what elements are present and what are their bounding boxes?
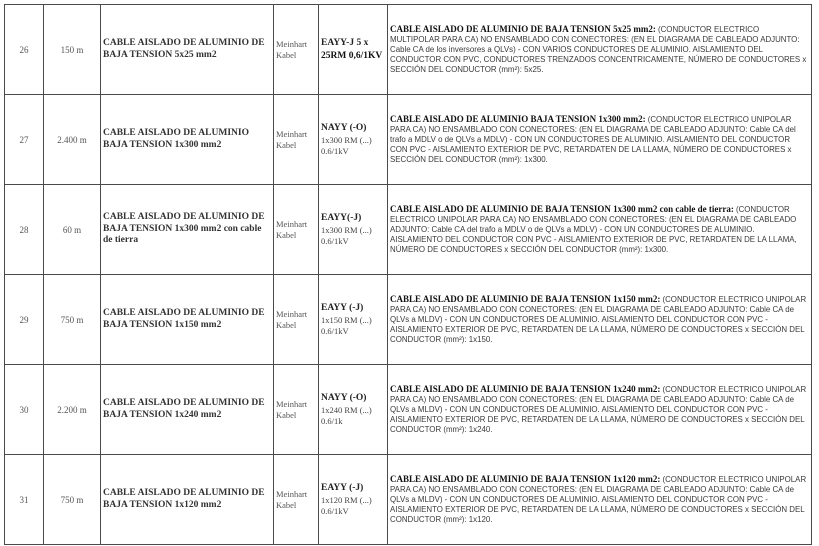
cable-spec-table: [4, 4, 812, 545]
cable-type-cell: [319, 185, 388, 275]
table-row: [5, 95, 812, 185]
cable-type-code: EAYY (-J): [321, 483, 364, 494]
item-number-cell: 27: [5, 95, 44, 185]
length-cell: 2.200 m: [44, 365, 101, 455]
manufacturer-cell: Meinhart Kabel: [274, 365, 319, 455]
table-row: [5, 455, 812, 545]
cable-type-code: NAYY (-O): [321, 123, 367, 134]
description-heading: CABLE AISLADO DE ALUMINIO BAJA TENSION 1x300 mm2:: [390, 114, 646, 125]
description-cell: [388, 95, 812, 185]
cable-name-cell: CABLE AISLADO DE ALUMINIO DE BAJA TENSION 1x240 mm2: [101, 365, 274, 455]
cable-type-cell: [319, 455, 388, 545]
cable-type-code: EAYY(-J): [321, 213, 362, 224]
cable-name-cell: CABLE AISLADO DE ALUMINIO DE BAJA TENSION 1x120 mm2: [101, 455, 274, 545]
table-row: [5, 185, 812, 275]
cable-type-code: EAYY (-J): [321, 303, 364, 314]
cable-type-spec: 1x300 RM (...) 0.6/1kV: [321, 135, 372, 156]
length-cell: 750 m: [44, 275, 101, 365]
cable-name-cell: CABLE AISLADO DE ALUMINIO DE BAJA TENSION 1x150 mm2: [101, 275, 274, 365]
cable-name-cell: CABLE AISLADO DE ALUMINIO BAJA TENSION 1x300 mm2: [101, 95, 274, 185]
item-number-cell: 30: [5, 365, 44, 455]
table-row: [5, 275, 812, 365]
table-row: [5, 5, 812, 95]
description-text: (CONDUCTOR ELECTRICO UNIPOLAR PARA CA) NO ENSAMBLADO CON CONECTORES: (EN EL DIAGRAMA DE CABLEADO ADJUNTO: Cable CA de QLVs a MLDV) - CON UN CONDUCTORES DE ALUMINIO. AISLAMIENTO DEL CONDUCTOR CON PVC - AISLAMIENTO EXTERIOR DE PVC, RETARDATEN DE LA LLAMA, NÚMERO DE CONDUCTORES x SECCIÓN DEL CONDUCTOR (mm²): 1x120.: [390, 475, 807, 524]
length-cell: 750 m: [44, 455, 101, 545]
manufacturer-cell: Meinhart Kabel: [274, 185, 319, 275]
cable-type-cell: [319, 365, 388, 455]
cable-type-code: EAYY-J 5 x: [321, 37, 369, 48]
cable-type-cell: [319, 275, 388, 365]
cable-type-cell: [319, 5, 388, 95]
item-number-cell: 28: [5, 185, 44, 275]
cable-type-spec: 1x300 RM (...) 0.6/1kV: [321, 225, 372, 246]
description-heading: CABLE AISLADO DE ALUMINIO DE BAJA TENSION 1x120 mm2:: [390, 474, 661, 485]
table-row: [5, 365, 812, 455]
manufacturer-cell: Meinhart Kabel: [274, 95, 319, 185]
cable-type-code: NAYY (-O): [321, 393, 367, 404]
description-cell: [388, 455, 812, 545]
description-heading: CABLE AISLADO DE ALUMINIO DE BAJA TENSION 1x300 mm2 con cable de tierra:: [390, 204, 734, 215]
cable-type-spec: 25RM 0,6/1KV: [321, 50, 383, 61]
item-number-cell: 31: [5, 455, 44, 545]
description-heading: CABLE AISLADO DE ALUMINIO DE BAJA TENSION 5x25 mm2:: [390, 24, 656, 35]
item-number-cell: 26: [5, 5, 44, 95]
description-heading: CABLE AISLADO DE ALUMINIO DE BAJA TENSION 1x150 mm2:: [390, 294, 661, 305]
cable-type-spec: 1x240 RM (...) 0.6/1k: [321, 405, 372, 426]
manufacturer-cell: Meinhart Kabel: [274, 275, 319, 365]
description-cell: [388, 365, 812, 455]
length-cell: 2.400 m: [44, 95, 101, 185]
cable-name-cell: CABLE AISLADO DE ALUMINIO DE BAJA TENSION 5x25 mm2: [101, 5, 274, 95]
item-number-cell: 29: [5, 275, 44, 365]
description-heading: CABLE AISLADO DE ALUMINIO DE BAJA TENSION 1x240 mm2:: [390, 384, 661, 395]
length-cell: 60 m: [44, 185, 101, 275]
description-text: (CONDUCTOR ELECTRICO UNIPOLAR PARA CA) NO ENSAMBLADO CON CONECTORES: (EN EL DIAGRAMA DE CABLEADO ADJUNTO: Cable CA del trafo a MDLV o de QLVs a MDLV) - CON UN CONDUCTORES DE ALUMINIO. AISLAMIENTO DEL CONDUCTOR CON PVC - AISLAMIENTO EXTERIOR DE PVC, RETARDATEN DE LA LLAMA, NÚMERO DE CONDUCTORES x SECCIÓN DEL CONDUCTOR (mm²): 1x300.: [390, 205, 797, 254]
description-cell: [388, 185, 812, 275]
manufacturer-cell: Meinhart Kabel: [274, 5, 319, 95]
cable-name-cell: CABLE AISLADO DE ALUMINIO DE BAJA TENSION 1x300 mm2 con cable de tierra: [101, 185, 274, 275]
cable-type-cell: [319, 95, 388, 185]
cable-type-spec: 1x150 RM (...) 0.6/1kV: [321, 315, 372, 336]
description-text: (CONDUCTOR ELECTRICO UNIPOLAR PARA CA) NO ENSAMBLADO CON CONECTORES: (EN EL DIAGRAMA DE CABLEADO ADJUNTO: Cable CA de QLVs a MLDV) - CON UN CONDUCTORES DE ALUMINIO. AISLAMIENTO DEL CONDUCTOR CON PVC - AISLAMIENTO EXTERIOR DE PVC, RETARDATEN DE LA LLAMA, NÚMERO DE CONDUCTORES x SECCIÓN DEL CONDUCTOR (mm²): 1x150.: [390, 295, 807, 344]
description-text: (CONDUCTOR ELECTRICO MULTIPOLAR PARA CA) NO ENSAMBLADO CON CONECTORES: (EN EL DIAGRAMA DE CABLEADO ADJUNTO: Cable CA de los inversores a QLVs) - CON VARIOS CONDUCTORES DE ALUMINIO. AISLAMIENTO DEL CONDUCTOR CON PVC, CONDUCTORES TRENZADOS CONCENTRICAMENTE, NÚMERO DE CONDUCTORES x SECCIÓN DEL CONDUCTOR (mm²): 5x25.: [390, 25, 807, 74]
manufacturer-cell: Meinhart Kabel: [274, 455, 319, 545]
description-text: (CONDUCTOR ELECTRICO UNIPOLAR PARA CA) NO ENSAMBLADO CON CONECTORES: (EN EL DIAGRAMA DE CABLEADO ADJUNTO: Cable CA del trafo a MDLV o de QLVs a MDLV) - CON UN CONDUCTORES DE ALUMINIO. AISLAMIENTO DEL CONDUCTOR CON PVC - AISLAMIENTO EXTERIOR DE PVC, RETARDATEN DE LA LLAMA, NÚMERO DE CONDUCTORES x SECCIÓN DEL CONDUCTOR (mm²): 1x300.: [390, 115, 796, 164]
description-cell: [388, 5, 812, 95]
length-cell: 150 m: [44, 5, 101, 95]
description-text: (CONDUCTOR ELECTRICO UNIPOLAR PARA CA) NO ENSAMBLADO CON CONECTORES: (EN EL DIAGRAMA DE CABLEADO ADJUNTO: Cable CA de QLVs a MLDV) - CON UN CONDUCTORES DE ALUMINIO. AISLAMIENTO DEL CONDUCTOR CON PVC - AISLAMIENTO EXTERIOR DE PVC, RETARDATEN DE LA LLAMA, NÚMERO DE CONDUCTORES x SECCIÓN DEL CONDUCTOR (mm²): 1x240.: [390, 385, 807, 434]
description-cell: [388, 275, 812, 365]
cable-type-spec: 1x120 RM (...) 0.6/1kV: [321, 495, 372, 516]
